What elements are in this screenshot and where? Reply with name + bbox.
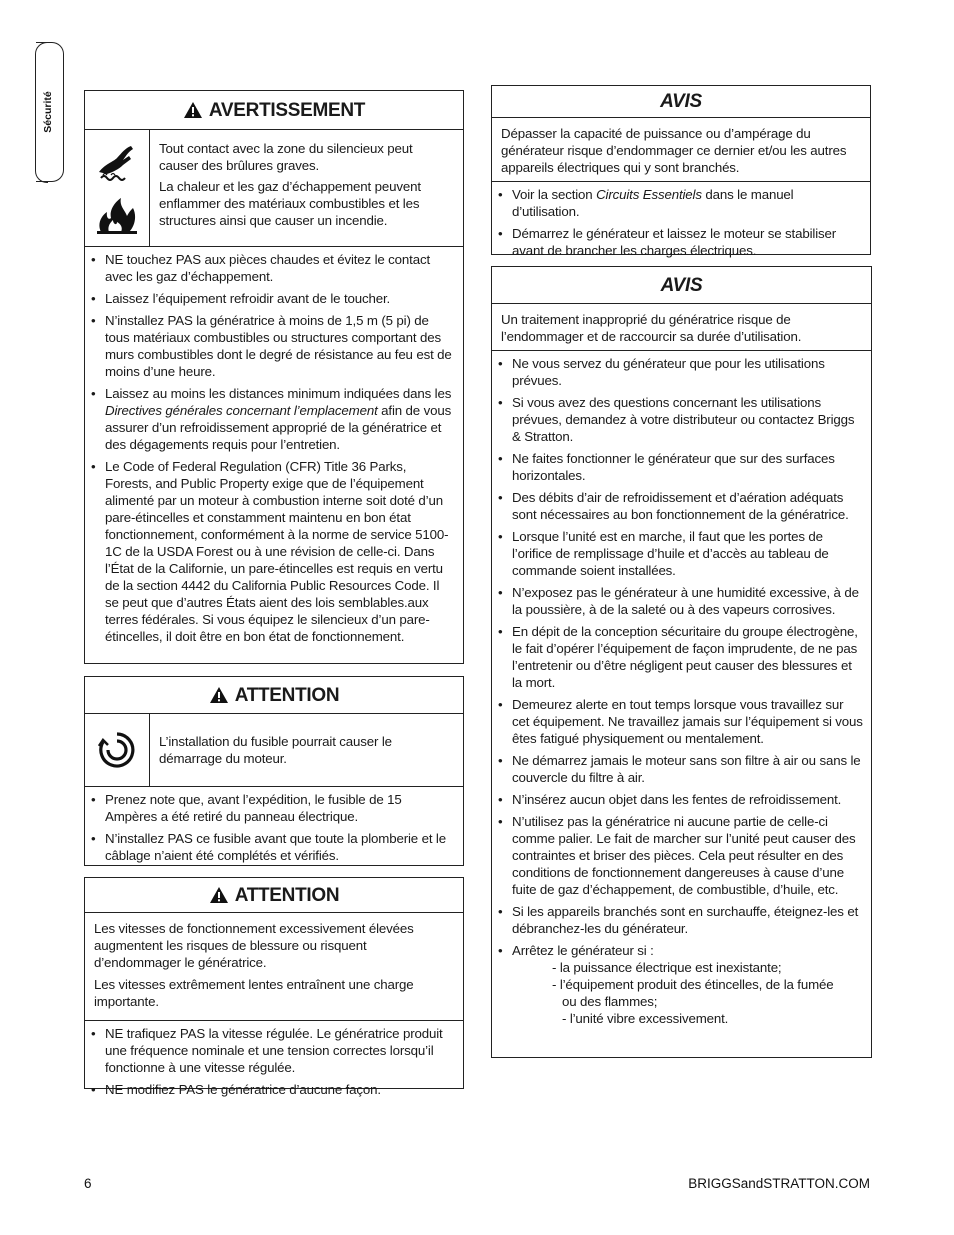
warning-bullet-list — [85, 247, 463, 652]
list-item: • N’exposez pas le générateur à une humidité excessive, à de la poussière, à de la saleté ou à des vapeurs corrosives. — [512, 584, 863, 618]
notice-capacity-description: Dépasser la capacité de puissance ou d’ampérage du générateur risque d’endommager ce dernier et/ou les autres appareils électriques qui y sont branchés. — [492, 118, 870, 182]
caution-hazard-text: L’installation du fusible pourrait causer le démarrage du moteur. — [159, 734, 392, 766]
list-item: • N’insérez aucun objet dans les fentes de refroidissement. — [512, 791, 863, 808]
notice-header: AVIS — [492, 86, 870, 118]
caution-hazard-icons — [85, 714, 150, 786]
notice-usage-box — [491, 266, 872, 1058]
caution-fuse-bullet-list — [85, 787, 463, 871]
warning-hazard-text: Tout contact avec la zone du silencieux peut causer des brûlures graves. La chaleur et les gaz d’échappement peuvent enflammer des matériaux combustibles et les structures ainsi que causer un incendie. — [159, 141, 421, 228]
warning-triangle-icon — [183, 101, 203, 119]
caution-speed-bullet-list — [85, 1021, 463, 1105]
caution-speed-box — [84, 877, 464, 1097]
list-item: • Le Code of Federal Regulation (CFR) Title 36 Parks, Forests, and Public Property exige que de l’équipement alimenté par un moteur à combustion interne soit doté d’un pare-étincelles et constamment maintenu en bon état fonctionnement, conformément à la norme de service 5100-1C de la USDA Forest ou à une révision de celle-ci. Dans l’État de la Californie, un pare-étincelles est requis en vertu de la section 4442 du California Public Resources Code. Il se peut que d’autres États aient des lois semblables.aux terres fédérales. Si vous équipez le silencieux d’un pare-étincelles, il doit être en bon état de fonctionnement. — [105, 458, 455, 645]
fire-icon — [95, 194, 139, 234]
notice-capacity-box — [491, 85, 871, 258]
footer-website: BRIGGSandSTRATTON.COM — [688, 1176, 870, 1191]
caution-fuse-box — [84, 676, 464, 866]
list-item: • Arrêtez le générateur si : - la puissance électrique est inexistante; - l’équipement produit des étincelles, de la fumée ou des flammes; - l’unité vibre excessivement. — [512, 942, 863, 1027]
automatic-start-icon — [95, 728, 139, 772]
caution-header: ATTENTION — [85, 677, 463, 714]
warning-hazard-row — [85, 130, 463, 247]
list-item: • Prenez note que, avant l’expédition, le fusible de 15 Ampères a été retiré du panneau électrique. — [105, 791, 455, 825]
list-item: • Laissez l’équipement refroidir avant de le toucher. — [105, 290, 455, 307]
list-item: • Si les appareils branchés sont en surchauffe, éteignez-les et débranchez-les du générateur. — [512, 903, 863, 937]
list-item: • Laissez au moins les distances minimum indiquées dans les Directives générales concernant l’emplacement afin de vous assurer d’un refroidissement approprié de la génératrice et des dégagements requis pour l’entretien. — [105, 385, 455, 453]
list-item: • N’utilisez pas la génératrice ni aucune partie de celle-ci comme palier. Le fait de marcher sur l’unité peut causer des contraintes et briser des pièces. Cela peut résulter en des conditions de fonctionnement dangereuses à cause d’une fuite de gaz d’échappement, de combustible, d’huile, etc. — [512, 813, 863, 898]
notice-usage-bullet-list — [492, 351, 871, 1034]
hot-surface-burn-icon — [95, 142, 139, 182]
notice-header: AVIS — [492, 267, 871, 304]
notice-capacity-bullet-list — [492, 182, 870, 266]
list-item: • Ne faites fonctionner le générateur que sur des surfaces horizontales. — [512, 450, 863, 484]
list-item: • NE trafiquez PAS la vitesse régulée. Le génératrice produit une fréquence nominale et une tension correctes lorsqu’il fonctionne à une vitesse régulée. — [105, 1025, 455, 1076]
sub-list-item: ou des flammes; — [562, 994, 658, 1009]
warning-hazard-icons — [85, 130, 150, 246]
reference-title: Circuits Essentiels — [596, 187, 702, 202]
list-item: • NE modifiez PAS le génératrice d’aucune façon. — [105, 1081, 455, 1098]
caution-speed-description: Les vitesses de fonctionnement excessivement élevées augmentent les risques de blessure ou risquent d’endommager le génératrice. Les vitesses extrêmement lentes entraînent une charge importante. — [85, 913, 463, 1021]
list-item: • N’installez PAS la génératrice à moins de 1,5 m (5 pi) de tous matériaux combustibles ou structures comportant des murs combustibles dont le degré de résistance au feu est de moins d’une heure. — [105, 312, 455, 380]
list-item: • En dépit de la conception sécuritaire du groupe électrogène, le fait d’opérer l’équipement de façon imprudente, de ne pas l’entretenir ou d’être négligent peut causer des blessures et la mort. — [512, 623, 863, 691]
warning-triangle-icon — [209, 686, 229, 704]
list-item: • NE touchez PAS aux pièces chaudes et évitez le contact avec les gaz d’échappement. — [105, 251, 455, 285]
list-item: • Des débits d’air de refroidissement et d’aération adéquats sont nécessaires au bon fonctionnement de la génératrice. — [512, 489, 863, 523]
notice-usage-description: Un traitement inapproprié du génératrice risque de l’endommager et de raccourcir sa durée d’utilisation. — [492, 304, 871, 351]
sub-list-item: - l’équipement produit des étincelles, de la fumée — [552, 977, 834, 992]
list-item: • N’installez PAS ce fusible avant que toute la plomberie et le câblage n’aient été complétés et vérifiés. — [105, 830, 455, 864]
list-item: • Ne démarrez jamais le moteur sans son filtre à air ou sans le couvercle du filtre à air. — [512, 752, 863, 786]
warning-header: AVERTISSEMENT — [85, 91, 463, 130]
sub-list-item: - la puissance électrique est inexistante; — [552, 960, 782, 975]
list-item: • Voir la section Circuits Essentiels dans le manuel d’utilisation. — [512, 186, 862, 220]
list-item: • Lorsque l’unité est en marche, il faut que les portes de l’orifice de remplissage d’huile et d’accès au tableau de commande soient installées. — [512, 528, 863, 579]
section-side-tab-label: Sécurité — [42, 91, 54, 133]
page-number: 6 — [84, 1176, 92, 1191]
reference-title: Directives générales concernant l’emplacement — [105, 403, 378, 418]
caution-hazard-row — [85, 714, 463, 787]
list-item: • Demeurez alerte en tout temps lorsque vous travaillez sur cet équipement. Ne travaillez jamais sur l’équipement si vous êtes fatigué physiquement ou mentalement. — [512, 696, 863, 747]
list-item: • Ne vous servez du générateur que pour les utilisations prévues. — [512, 355, 863, 389]
list-item: • Si vous avez des questions concernant les utilisations prévues, demandez à votre distributeur ou contactez Briggs & Stratton. — [512, 394, 863, 445]
warning-box — [84, 90, 464, 664]
caution-header: ATTENTION — [85, 878, 463, 913]
warning-triangle-icon — [209, 886, 229, 904]
sub-list-item: - l’unité vibre excessivement. — [562, 1011, 729, 1026]
list-item: • Démarrez le générateur et laissez le moteur se stabiliser avant de brancher les charges électriques. — [512, 225, 862, 259]
